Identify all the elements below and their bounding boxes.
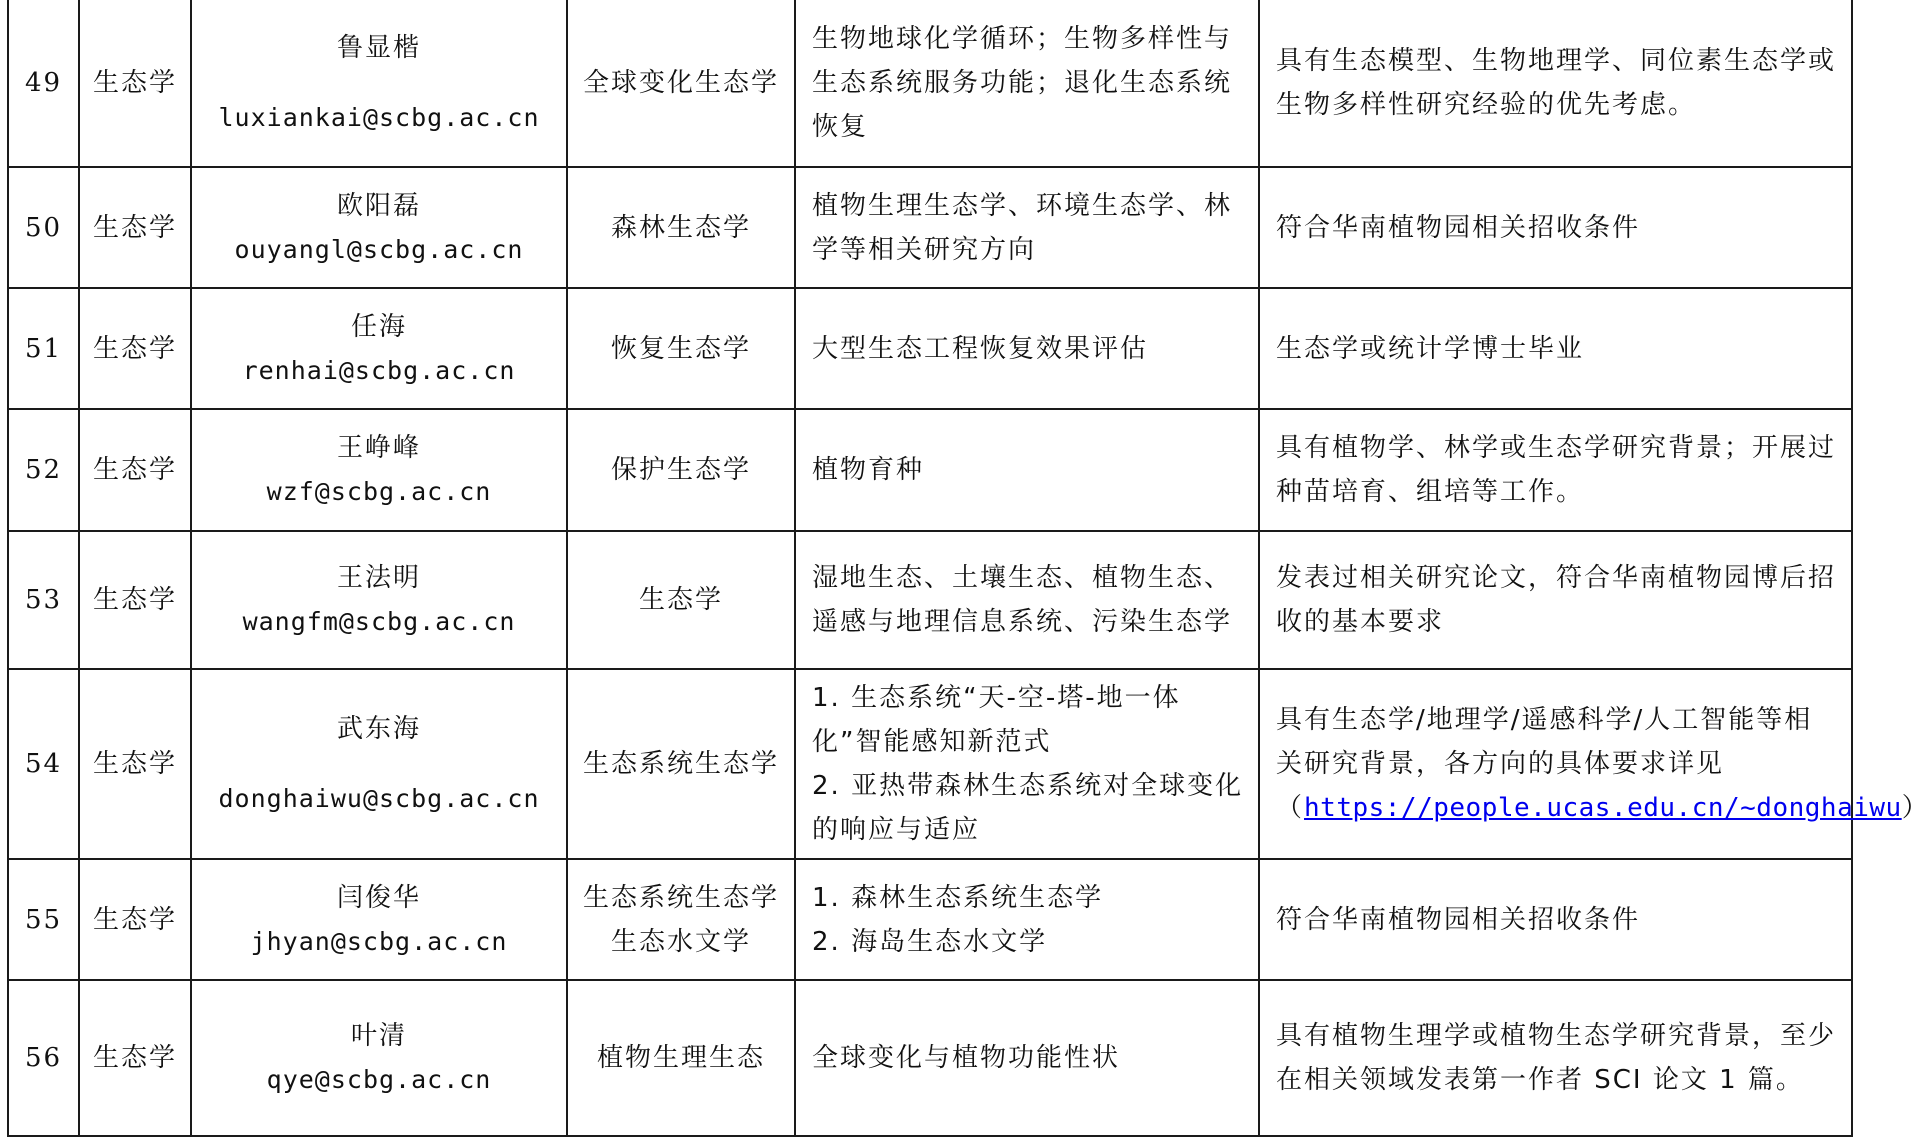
requirement-text: 生态学或统计学博士毕业	[1276, 333, 1585, 364]
supervisor-email: renhai@scbg.ac.cn	[242, 355, 516, 385]
research-field-cell: 保护生态学	[567, 409, 795, 531]
supervisor-name: 王峥峰	[336, 433, 421, 463]
research-field-cell	[567, 669, 795, 859]
table-row	[8, 288, 1852, 409]
supervisor-name: 闫俊华	[336, 882, 421, 913]
research-direction-cell	[795, 531, 1259, 669]
requirement-cell	[1259, 0, 1852, 167]
research-field-cell	[567, 0, 795, 167]
supervisor-cell	[191, 0, 567, 167]
research-direction-cell	[795, 409, 1259, 531]
requirement-cell	[1259, 409, 1852, 531]
research-field-cell: 恢复生态学	[567, 288, 795, 409]
research-direction-cell	[795, 980, 1259, 1136]
requirement-text: 符合华南植物园相关招收条件	[1276, 212, 1641, 243]
research-direction: 植物育种	[812, 455, 925, 485]
research-direction-cell	[795, 167, 1259, 288]
supervisor-cell	[191, 669, 567, 859]
research-direction-line: 1. 森林生态系统生态学	[812, 882, 1104, 913]
requirement-text: 发表过相关研究论文，符合华南植物园博后招收的基本要求	[1276, 563, 1837, 637]
requirement-cell	[1259, 288, 1852, 409]
requirement-text: 符合华南植物园相关招收条件	[1276, 904, 1641, 935]
supervisor-name: 武东海	[336, 714, 421, 744]
supervisor-cell	[191, 859, 567, 980]
subject-cell: 生态学	[79, 288, 191, 409]
row-number: 55	[8, 859, 79, 980]
research-field-cell: 森林生态学	[567, 167, 795, 288]
research-direction-cell	[795, 288, 1259, 409]
supervisor-email: wangfm@scbg.ac.cn	[242, 607, 516, 636]
row-number: 51	[8, 288, 79, 409]
requirement-cell	[1259, 980, 1852, 1136]
subject-cell: 生态学	[79, 0, 191, 167]
supervisor-cell	[191, 531, 567, 669]
table-row	[8, 859, 1852, 980]
supervisor-email: wzf@scbg.ac.cn	[266, 477, 492, 506]
supervisor-email: donghaiwu@scbg.ac.cn	[218, 784, 540, 813]
research-direction: 生物地球化学循环；生物多样性与生态系统服务功能；退化生态系统恢复	[812, 24, 1233, 142]
research-field-extra: 生态水文学	[610, 926, 751, 957]
research-direction: 植物生理生态学、环境生态学、林学等相关研究方向	[812, 190, 1233, 265]
research-direction: 大型生态工程恢复效果评估	[812, 333, 1149, 364]
research-field: 生态系统生态学	[582, 749, 779, 779]
table-row	[8, 669, 1852, 859]
subject-cell: 生态学	[79, 859, 191, 980]
supervisor-email: jhyan@scbg.ac.cn	[250, 926, 508, 956]
table-row	[8, 980, 1852, 1136]
row-number: 49	[8, 0, 79, 167]
table-row	[8, 531, 1852, 669]
row-number: 54	[8, 669, 79, 859]
postdoc-supervisor-table	[7, 0, 1930, 1137]
requirement-suffix: ）	[1901, 793, 1930, 823]
research-direction-line: 1. 生态系统“天-空-塔-地一体化”智能感知新范式	[812, 683, 1181, 757]
supervisor-email: ouyangl@scbg.ac.cn	[234, 234, 524, 264]
supervisor-name: 任海	[350, 311, 407, 342]
table-row	[8, 0, 1852, 167]
requirement-text: 具有植物生理学或植物生态学研究背景，至少在相关领域发表第一作者 SCI 论文 1 篇。	[1276, 1021, 1837, 1095]
research-direction-cell	[795, 669, 1259, 859]
supervisor-table	[7, 0, 1930, 1137]
row-number: 50	[8, 167, 79, 288]
research-direction: 湿地生态、土壤生态、植物生态、遥感与地理信息系统、污染生态学	[812, 563, 1233, 637]
subject-cell: 生态学	[79, 980, 191, 1136]
requirement-cell	[1259, 859, 1852, 980]
research-field: 全球变化生态学	[582, 68, 779, 98]
requirement-cell	[1259, 531, 1852, 669]
table-row	[8, 409, 1852, 531]
row-number: 53	[8, 531, 79, 669]
research-field-cell: 植物生理生态	[567, 980, 795, 1136]
requirement-cell	[1259, 669, 1930, 859]
research-field-clipped	[568, 876, 794, 964]
row-number: 52	[8, 409, 79, 531]
research-field-cell	[567, 859, 795, 980]
homepage-link[interactable]: https://people.ucas.edu.cn/~donghaiwu	[1304, 793, 1902, 823]
research-direction-line: 2. 亚热带森林生态系统对全球变化的响应与适应	[812, 771, 1244, 845]
research-direction-cell	[795, 0, 1259, 167]
subject-cell: 生态学	[79, 409, 191, 531]
supervisor-name: 叶清	[350, 1021, 407, 1051]
supervisor-cell	[191, 409, 567, 531]
requirement-text: 具有植物学、林学或生态学研究背景；开展过种苗培育、组培等工作。	[1276, 433, 1837, 507]
research-direction-line: 2. 海岛生态水文学	[812, 926, 1048, 957]
supervisor-email: luxiankai@scbg.ac.cn	[218, 103, 540, 132]
supervisor-name: 王法明	[336, 563, 421, 593]
supervisor-cell	[191, 167, 567, 288]
requirement-text: 具有生态学/地理学/遥感科学/人工智能等相关研究背景，各方向的具体要求详见（	[1276, 705, 1813, 823]
subject-cell: 生态学	[79, 531, 191, 669]
subject-cell: 生态学	[79, 669, 191, 859]
supervisor-name: 欧阳磊	[336, 190, 421, 221]
requirement-text: 具有生态模型、生物地理学、同位素生态学或生物多样性研究经验的优先考虑。	[1276, 46, 1837, 120]
row-number: 56	[8, 980, 79, 1136]
research-direction: 全球变化与植物功能性状	[812, 1043, 1121, 1073]
research-direction-cell	[795, 859, 1259, 980]
supervisor-cell	[191, 288, 567, 409]
requirement-cell	[1259, 167, 1852, 288]
supervisor-name: 鲁显楷	[336, 33, 421, 63]
spacer	[192, 751, 566, 777]
spacer	[192, 70, 566, 96]
research-field: 生态系统生态学	[582, 882, 779, 913]
research-field-cell: 生态学	[567, 531, 795, 669]
supervisor-cell	[191, 980, 567, 1136]
subject-cell: 生态学	[79, 167, 191, 288]
supervisor-email: qye@scbg.ac.cn	[266, 1065, 492, 1094]
table-row	[8, 167, 1852, 288]
